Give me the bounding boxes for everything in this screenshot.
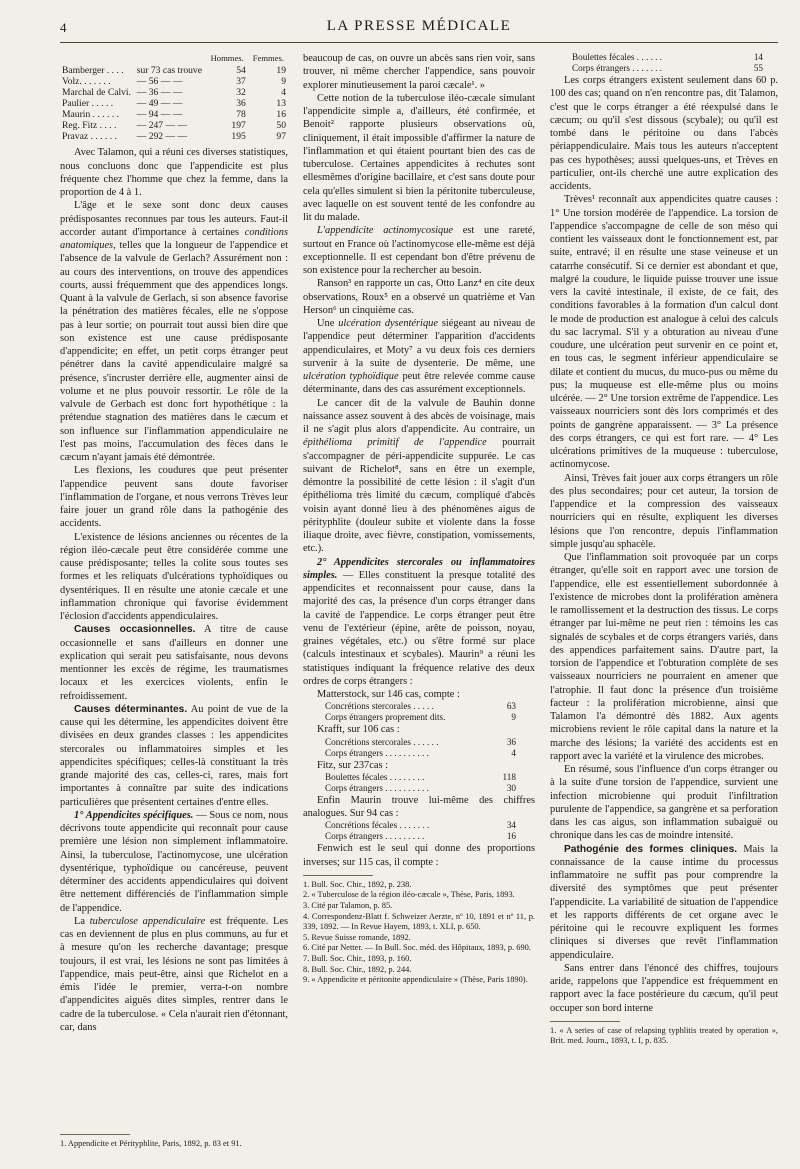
column-1 — [60, 52, 288, 1034]
paragraph: Ranson³ en rapporte un cas, Otto Lanz⁴ en cite deux observations, Roux⁵ en a observé un quatrième et Van Herson⁶ un cinquième cas. — [303, 278, 535, 316]
paragraph: Les corps étrangers existent seulement dans 60 p. 100 des cas; quand on n'en rencontre pas, dit Talamon, c'est que le corps étranger a été réexpulsé dans le cæcum; ou qu'il s'est dissous (scybale); ou qu'il est tombé dans le péritoine ou dans l'abcès périappendiculaire. Mais tous les auteurs n'acceptent pas ces hypothèses; aussi quelques-uns, et Trèves en particulier, ont-ils cherché une autre explication des accidents. — [550, 75, 778, 192]
table-row: Pravaz . . . . . . — 292 — — 195 97 — [62, 131, 286, 143]
footnote: 2. « Tuberculose de la région iléo-cæcale », Thèse, Paris, 1893. — [303, 890, 515, 900]
page-header — [60, 18, 778, 40]
table-row: Boulettes fécales . . . . . . 14 — [572, 52, 763, 62]
paragraph: Ainsi, Trèves fait jouer aux corps étrangers un rôle des plus secondaires; pour cet auteur, la torsion de l'appendice et la compression des vaisseaux nourriciers qui en résulte, expliquent les diverses lésions que l'on rencontre, depuis l'inflammation simple jusqu'au sphacèle. — [550, 472, 778, 550]
footnote-rule — [303, 875, 373, 876]
paragraph: Causes occasionnelles. A titre de cause occasionnelle et sans d'ailleurs en donner une explication qui serait peu satisfaisante, nous devons mentionner les excès de régime, les traumatismes locaux et les exercices violents, enfin le refroidissement. — [60, 624, 288, 702]
table-row: Volz. . . . . . . — 56 — — 37 9 — [62, 76, 286, 88]
stats-header-row — [60, 52, 288, 65]
krafft-table — [323, 737, 518, 759]
paragraph: L'âge et le sexe sont donc deux causes prédisposantes reconnues par tous les auteurs. Faut-il accorder autant d'importance à certaines conditions anatomiques, telles que la longueur de l'appendice et l'absence de la valvule de Gerlach? Assurément non : au cours des interventions, on trouve des appendices courts, aussi fréquemment que des appendices longs. Quant à la valvule de Gerlach, si son absence favorise la pénétration des matières fécales, elle ne s'oppose pas à leur sortie; on pourrait tout aussi bien dire que son existence est une cause prédisposante d'appendicite; en effet, un petit corps étranger peut pénétrer dans la cavité appendiculaire malgré sa présence, s'incruster derrière elle, augmenter ainsi de volume et ne plus pouvoir ressortir. Le rôle de la valvule de Gerbach est donc fort hypothétique : la prétendue stagnation des matières dans le cæcum et son influence sur l'inflammation appendiculaire ne l'est pas moins, l'accumulation des fèces dans le cæcum n'ayant jamais été démontrée. — [60, 200, 288, 463]
paragraph: En résumé, sous l'influence d'un corps étranger ou à la suite d'une torsion de l'appendice, survient une infection microbienne qui produit l'infiltration purulente de l'appendice, sa gangrène et sa perforation dans les cas aigus, son inflammation subaiguë ou chronique dans les cas de moindre intensité. — [550, 764, 778, 842]
paragraph: Les flexions, les coudures que peut présenter l'appendice peuvent sans doute favoriser l'inflammation de l'organe, et nous verrons Trèves leur faire jouer un grand rôle dans la pathogénie des accidents. — [60, 465, 288, 530]
maurin-table — [323, 820, 518, 842]
paragraph: 2° Appendicites stercorales ou inflammatoires simples. — Elles constituent la presque totalité des appendicites et reconnaissent pour cause, dans la majorité des cas, la présence d'un corps étranger dans la cavité de l'appendice. Le corps étranger peut être venu de l'extérieur (épine, arête de poisson, noyau, graines végétales, etc.) ou s'être formé sur place (calculs intestinaux et scybales). Maurin⁹ a réuni les statistiques indiquant la fréquence relative des deux ordres de corps étrangers : — [303, 556, 535, 687]
paragraph: Matterstock, sur 146 cas, compte : — [317, 689, 460, 700]
table-row: Paulier . . . . . — 49 — — 36 13 — [62, 98, 286, 110]
table-row: Reg. Fitz . . . . — 247 — — 197 50 — [62, 120, 286, 132]
fitz-table — [323, 772, 518, 794]
table-row: Corps étrangers . . . . . . . 55 — [572, 63, 763, 73]
page-number: 4 — [60, 20, 67, 35]
table-row: Corps étrangers . . . . . . . . . . 30 — [325, 782, 516, 793]
section-heading: 1° Appendicites spécifiques. — [74, 809, 194, 821]
stats-header-women: Femmes. — [252, 53, 284, 63]
footnote: 1. Bull. Soc. Chir., 1892, p. 238. — [303, 879, 412, 889]
paragraph: Une ulcération dysentérique siégeant au niveau de l'appendice peut déterminer l'apparition d'accidents appendiculaires, et Moty⁷ a vu deux fois ces derniers survenir à la suite de dysenterie. De même, une ulcération typhoïdique peut être relevée comme cause déterminante, dans des cas assurément exceptionnels. — [303, 318, 535, 396]
section-heading: Causes déterminantes. — [74, 703, 188, 715]
footnote-rule — [60, 1134, 130, 1135]
footnote: 5. Revue Suisse romande, 1892. — [303, 932, 411, 942]
paragraph: Enfin Maurin trouve lui-même des chiffres analogues. Sur 94 cas : — [303, 794, 535, 819]
paragraph: L'appendicite actinomycosique est une rareté, surtout en France où l'actinomycose elle-même est déjà exceptionnelle. Il est cependant bon d'être prévenu de son existence pour la rechercher au besoin. — [303, 225, 535, 276]
footnote: 6. Cité par Netter. — In Bull. Soc. méd. des Hôpitaux, 1893, p. 690. — [303, 943, 531, 953]
paragraph: Fitz, sur 237cas : — [317, 759, 388, 771]
table-row: Boulettes fécales . . . . . . . . 118 — [325, 771, 516, 782]
footnote: 3. Cité par Talamon, p. 85. — [303, 900, 393, 910]
paragraph: Pathogénie des formes cliniques. Mais la connaissance de la cause intime du processus inflammatoire ne suffit pas pour comprendre la diversité des symptômes que peut présenter l'appendicite. La variabilité de situation de l'appendice et les rapports différents de cet organe avec le péritoine qui le recouvre expliquent les formes cliniques si diverses que revêt l'inflammation appendiculaire. — [550, 843, 778, 961]
paragraph: Fenwich est le seul qui donne des proportions inverses; sur 115 cas, il compte : — [303, 843, 535, 868]
table-row: Bamberger . . . . sur 73 cas trouve 54 19 — [62, 65, 286, 77]
paragraph: La tuberculose appendiculaire est fréquente. Les cas en deviennent de plus en plus communs, au fur et à mesure qu'on les recherche davantage; presque toujours, il est vrai, les lésions ne sont pas limitées à l'appendice, mais peut-être, ainsi que Richelot en a émis l'idée le premier, verra-t-on nombre d'appendicites aiguës dites simples, rentrer dans le cadre de la tuberculose. « Cela n'aurait rien d'étonnant, car, dans — [60, 915, 288, 1033]
paragraph: Que l'inflammation soit provoquée par un corps étranger, qu'elle soit en rapport avec une torsion de l'appendice, elle est essentiellement subordonnée à l'existence de microbes dont la prolifération amènera le ramollissement et la destruction des tissus. Le corps étranger par lui-même ne peut rien : témoins les cas signalés de scybales et de corps étrangers variés, dans des appendices parfaitement sains. D'autre part, la torsion de l'appendice et l'obturation complète de ses vaisseaux nourriciers ne pourraient en amener que l'atrophie. Il faut donc la présence d'un troisième facteur : la prolifération microbienne, ainsi que Talamon l'a démontré dès 1882. Aux agents microbiens revient le rôle capital dans la nature et la marche des lésions; la variété des accidents est en rapport avec la variété et la virulence des microbes. — [550, 552, 778, 762]
section-heading: 2° Appendicites stercorales ou inflammatoires simples. — [303, 556, 535, 581]
matterstock-table — [323, 701, 518, 723]
table-row: Concrétions stercorales . . . . . 63 — [325, 701, 516, 712]
table-row: Concrétions fécales . . . . . . . 34 — [325, 820, 516, 831]
column-3 — [550, 52, 778, 1047]
paragraph: Trèves¹ reconnaît aux appendicites quatre causes : 1° Une torsion modérée de l'appendice. La torsion de l'appendice s'accompagne de celle de son méso qui contient les vaisseaux dont le fonctionnement est, par suite, entravé; il en résulte une stase veineuse et un catarrhe consécutif. Si ce dernier est abondant et que, malgré la coudure, le liquide puisse trouver une issue vers la cavité intestinale, il existe, de ce fait, des conditions favorables à la formation d'un calcul dont le mode de production est analogue à celui des calculs du sac lacrymal. S'il y a obturation au niveau d'une coudure, une ulcération peut survenir en ce point et, en tous cas, le segment inférieur appendiculaire se dilate et contient du mucus, du muco-pus ou même du pus; la muqueuse est elle-même plus ou moins ulcérée. — 2° Une torsion extrême de l'appendice. Les vaisseaux nourriciers sont dès lors comprimés et des points de gangrène apparaissent. — 3° La présence des corps étrangers, ce qui est fort rare. — 4° Les ulcérations primitives de la muqueuse : tuberculose, actinomycose. — [550, 194, 778, 471]
stats-header-men: Hommes. — [210, 53, 244, 63]
table-row: Corps étrangers . . . . . . . . . 16 — [325, 831, 516, 842]
footnote: 7. Bull. Soc. Chir., 1893, p. 160. — [303, 953, 412, 963]
footnote: 9. « Appendicite et péritonite appendiculaire » (Thèse, Paris 1890). — [303, 975, 528, 985]
column-2 — [303, 52, 535, 986]
sex-statistics-table — [60, 52, 288, 142]
journal-title: LA PRESSE MÉDICALE — [326, 18, 512, 34]
paragraph: Cette notion de la tuberculose iléo-cæcale simulant l'appendicite simple a, d'ailleurs, été confirmée, et Benoit² rapporte plusieurs observations où, cliniquement, il était impossible d'affirmer la nature de l'inflammation et qui étaient pourtant bien des cas de tuberculose. Certaines appendicites à rechutes sont ellesmêmes d'origine bacillaire, et c'est sans doute pour cela qu'elles simulent si bien la péritonite tuberculeuse, avec laquelle on est souvent tenté de les confondre au lit du malade. — [303, 92, 535, 223]
paragraph: Krafft, sur 106 cas : — [317, 724, 400, 736]
header-rule — [60, 42, 778, 43]
paragraph: Sans entrer dans l'énoncé des chiffres, toujours aride, rappelons que l'appendice est fréquemment en rapport avec la face postérieure du cæcum, qu'il peut occuper son bord interne — [550, 962, 778, 1014]
table-row: Concrétions stercorales . . . . . . 36 — [325, 736, 516, 747]
fenwich-table — [570, 52, 765, 74]
footnote: 4. Correspondenz-Blatt f. Schweizer Aerzte, nº 10, 1891 et nº 11, p. 339, 1892. — In Revue Hayem, 1893, t. XLI, p. 650. — [303, 911, 535, 932]
paragraph: beaucoup de cas, on ouvre un abcès sans rien voir, sans trouver, ni même chercher l'appendice, sans pouvoir explorer minutieusement la paroi cæcale¹. » — [303, 53, 535, 91]
table-row: Marchal de Calvi. — 36 — — 32 4 — [62, 87, 286, 99]
section-heading: Pathogénie des formes cliniques. — [564, 843, 738, 855]
section-heading: Causes occasionnelles. — [74, 624, 196, 636]
paragraph: Causes déterminantes. Au point de vue de la cause qui les détermine, les appendicites doivent être divisées en deux grandes classes : les appendicites stercorales ou inflammatoires simples et les appendicites spécifiques; celles-là constituant la très grande majorité des cas, celles-ci, rares, mais fort importantes à connaître par suite des indications particulières que présentent certaines d'entre elles. — [60, 703, 288, 808]
footnote-rule — [550, 1021, 620, 1022]
table-row: Corps étrangers proprement dits. 9 — [325, 712, 516, 723]
paragraph: 1° Appendicites spécifiques. — Sous ce nom, nous décrivons toute appendicite qui reconnaît pour cause première une lésion non simplement inflammatoire. Ainsi, la tuberculose, l'actinomycose, une ulcération dysentérique, typhoïdique ou cancéreuse, peuvent déterminer des accidents appendiculaires qui doivent être nettement différenciés de l'inflammation simple de l'appendice. — [60, 809, 288, 914]
paragraph: L'existence de lésions anciennes ou récentes de la région iléo-cæcale peut être considérée comme une cause prédisposante; telles la colite sous toutes ses formes et les reliquats d'ulcérations typhoïdiques ou dysentériques. Il en résulte une atonie cæcale et une inflammation chronique qui favorise évidemment l'éclosion d'accidents appendiculaires. — [60, 531, 288, 622]
table-row: Maurin . . . . . . — 94 — — 78 16 — [62, 109, 286, 121]
table-row: Corps étrangers . . . . . . . . . . 4 — [325, 747, 516, 758]
footnote: 1. « A series of case of relapsing typhlitis treated by operation », Brit. med. Journ., 1893, t. I, p. 835. — [550, 1025, 778, 1046]
footnote: 8. Bull. Soc. Chir., 1892, p. 244. — [303, 964, 412, 974]
footnote: 1. Appendicite et Pérityphlite, Paris, 1892, p. 83 et 91. — [60, 1128, 288, 1150]
paragraph: Avec Talamon, qui a réuni ces diverses statistiques, nous concluons donc que l'appendicite est plus fréquente chez l'homme que chez la femme, dans la proportion de 4 à 1. — [60, 147, 288, 198]
paragraph: Le cancer dit de la valvule de Bauhin donne naissance assez souvent à des abcès de voisinage, mais il ne s'agit plus alors d'appendicite. Au contraire, un épithélioma primitif de l'appendice pourrait s'accompagner de péri-appendicite suppurée. Le cas suivant de Richelot⁸, sans en être un exemple, démontre la possibilité de cette lésion : il s'agit d'un épithélioma très limité du cæcum, compliqué d'abcès voisin ayant donné lieu à des phénomènes aigus de pérityphlite (douleur subite et violente dans la fosse iliaque droite, avec fièvre, constipation, vomissements, etc.). — [303, 397, 535, 555]
